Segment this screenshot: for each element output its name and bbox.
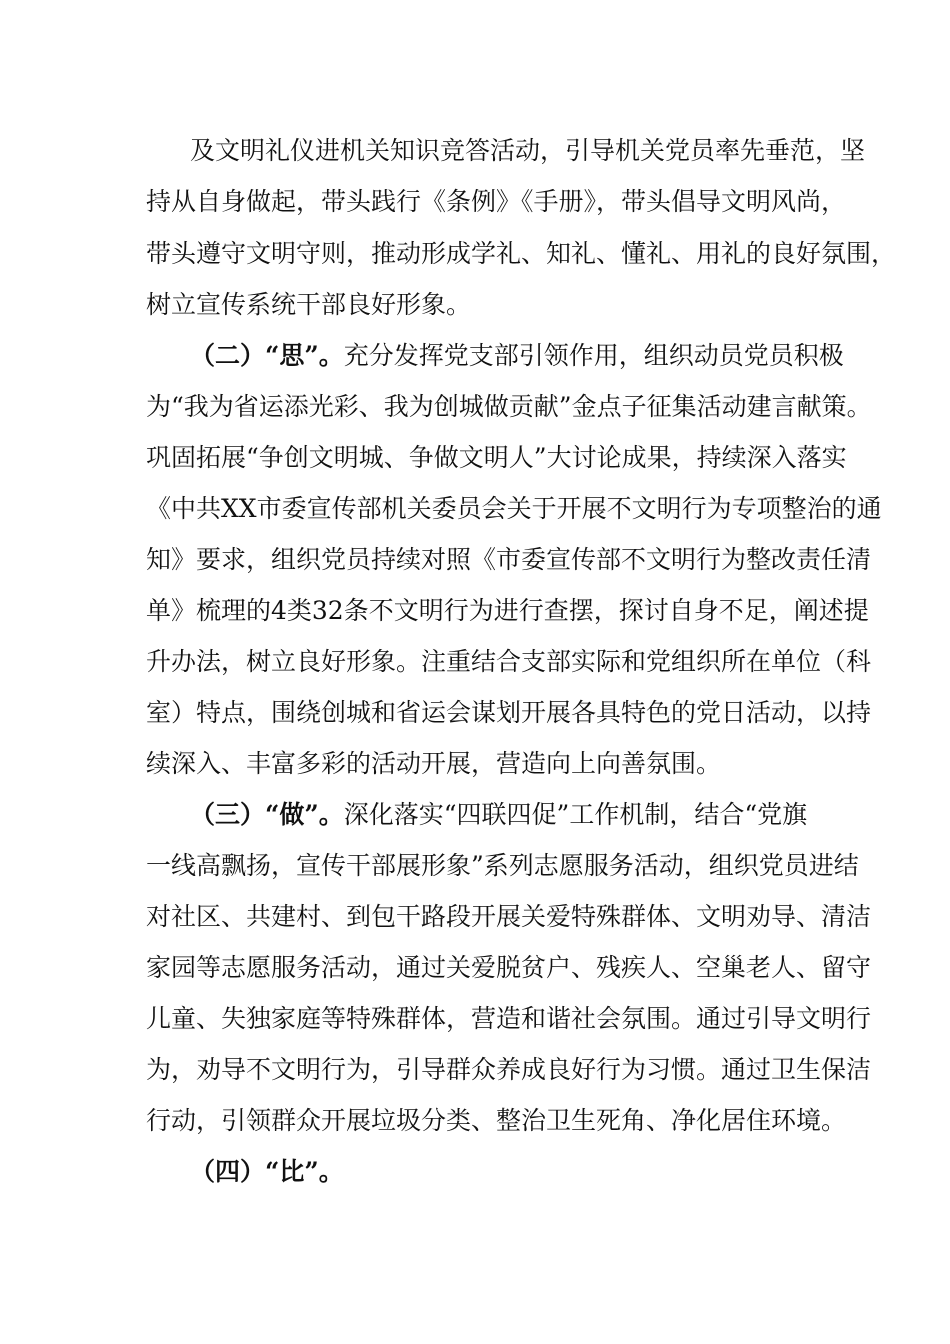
section-first-line — [190, 341, 844, 375]
paragraph-line: 树立宣传系统干部良好形象。 — [146, 290, 472, 319]
paragraph-line: 室）特点，围绕创城和省运会谋划开展各具特色的党日活动，以持 — [146, 698, 872, 727]
paragraph-line: 为，劝导不文明行为，引导群众养成良好行为习惯。通过卫生保洁 — [146, 1055, 872, 1084]
paragraph-line: 家园等志愿服务活动，通过关爱脱贫户、残疾人、空巢老人、留守 — [146, 953, 872, 982]
paragraph-line: 升办法，树立良好形象。注重结合支部实际和党组织所在单位（科 — [146, 647, 872, 676]
paragraph-line: 为“我为省运添光彩、我为创城做贡献”金点子征集活动建言献策。 — [146, 392, 872, 421]
paragraph-line: 一线高飘扬，宣传干部展形象”系列志愿服务活动，组织党员进结 — [146, 851, 859, 880]
section-text: 深化落实“四联四促”工作机制，结合“党旗 — [343, 800, 808, 829]
section-heading: （二）“思”。 — [190, 341, 344, 370]
section-text: 充分发挥党支部引领作用，组织动员党员积极 — [343, 341, 844, 370]
paragraph-line: 持从自身做起，带头践行《条例》《手册》，带头倡导文明风尚， — [146, 187, 847, 216]
paragraph-line: 儿童、失独家庭等特殊群体，营造和谐社会氛围。通过引导文明行 — [146, 1004, 872, 1033]
paragraph-line: 及文明礼仪进机关知识竞答活动，引导机关党员率先垂范，坚 — [190, 136, 866, 165]
section-heading: （四）“比”。 — [190, 1157, 344, 1186]
section-heading: （三）“做”。 — [190, 800, 344, 829]
paragraph-line: 行动，引领群众开展垃圾分类、整治卫生死角、净化居住环境。 — [146, 1106, 847, 1135]
paragraph-line: 带头遵守文明守则，推动形成学礼、知礼、懂礼、用礼的良好氛围， — [146, 239, 897, 268]
section-first-line — [190, 1157, 806, 1191]
paragraph-line: 《中共XX市委宣传部机关委员会关于开展不文明行为专项整治的通 — [146, 494, 882, 523]
section-first-line — [190, 800, 806, 834]
paragraph-line: 知》要求，组织党员持续对照《市委宣传部不文明行为整改责任清 — [146, 545, 872, 574]
paragraph-line: 单》梳理的4类32条不文明行为进行查摆，探讨自身不足，阐述提 — [146, 596, 869, 625]
paragraph-line: 巩固拓展“争创文明城、争做文明人”大讨论成果，持续深入落实 — [146, 443, 847, 472]
paragraph-line: 续深入、丰富多彩的活动开展，营造向上向善氛围。 — [146, 749, 722, 778]
paragraph-line: 对社区、共建村、到包干路段开展关爱特殊群体、文明劝导、清洁 — [146, 902, 872, 931]
